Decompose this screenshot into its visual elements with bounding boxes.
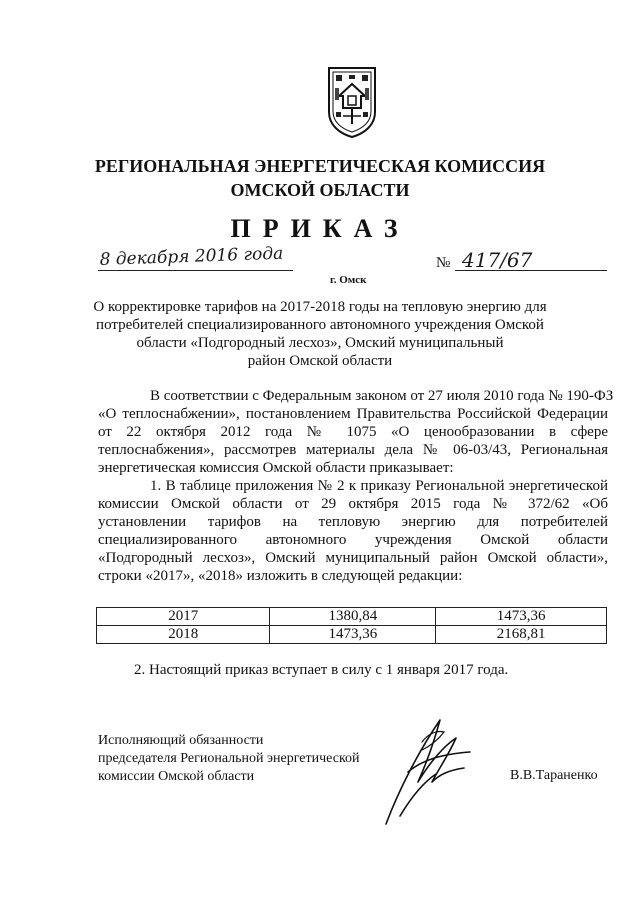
signer-title-line: Исполняющий обязанности xyxy=(98,733,264,748)
item-1-line: «Подгородный лесхоз», Омский муниципальный район Омской области», xyxy=(98,550,608,566)
item-2-paragraph: 2. Настоящий приказ вступает в силу с 1 января 2017 года. xyxy=(134,662,509,678)
table-cell-tariff: 1473,36 xyxy=(270,626,436,644)
order-subject xyxy=(0,298,640,370)
table-cell-tariff: 1380,84 xyxy=(270,608,436,626)
preamble-line: энергетическая комиссия Омской области приказывает: xyxy=(98,460,454,476)
subject-line: район Омской области xyxy=(247,353,393,369)
subject-line: области «Подгородный лесхоз», Омский муниципальный xyxy=(136,335,504,351)
handwritten-number: 417/67 xyxy=(462,248,533,272)
subject-line: потребителей специализированного автономного учреждения Омской xyxy=(96,317,544,333)
table-cell-tariff: 2168,81 xyxy=(436,626,607,644)
signer-title-line: председателя Региональной энергетической xyxy=(98,751,360,766)
organization-name-line2: ОМСКОЙ ОБЛАСТИ xyxy=(230,180,410,200)
handwritten-date: 8 декабря 2016 года xyxy=(99,243,284,270)
preamble-paragraph xyxy=(98,387,614,477)
table-cell-tariff: 1473,36 xyxy=(436,608,607,626)
number-label: № xyxy=(436,255,451,271)
preamble-line: от 22 октября 2012 года № 1075 «О ценообразовании в сфере xyxy=(98,424,608,440)
item-1-line: строки «2017», «2018» изложить в следующей редакции: xyxy=(98,568,463,584)
document-type-title: ПРИКАЗ xyxy=(230,214,410,243)
organization-name-line1: РЕГИОНАЛЬНАЯ ЭНЕРГЕТИЧЕСКАЯ КОМИССИЯ xyxy=(94,156,546,176)
item-1-paragraph xyxy=(98,477,608,585)
table-cell-year: 2017 xyxy=(97,608,270,626)
item-1-line: специализированного автономного учреждения Омской области xyxy=(98,532,608,548)
table-row xyxy=(97,626,607,644)
signer-title xyxy=(98,732,360,786)
item-1-line: комиссии Омской области от 29 октября 2015 года № 372/62 «Об xyxy=(98,496,608,512)
item-1-line: 1. В таблице приложения № 2 к приказу Региональной энергетической xyxy=(150,478,608,494)
coat-of-arms-emblem xyxy=(327,66,377,138)
preamble-line: «О теплоснабжении», постановлением Правительства Российской Федерации xyxy=(98,406,608,422)
tariff-table xyxy=(96,607,607,644)
item-1-line: установлении тарифов на тепловую энергию для потребителей xyxy=(98,514,608,530)
table-cell-year: 2018 xyxy=(97,626,270,644)
preamble-line: В соответствии с Федеральным законом от 27 июля 2010 года № 190-ФЗ xyxy=(150,388,614,404)
subject-line: О корректировке тарифов на 2017-2018 годы на тепловую энергию для xyxy=(93,299,547,315)
preamble-line: теплоснабжения», рассмотрев материалы дела № 06-03/43, Региональная xyxy=(98,442,608,458)
signer-name: В.В.Тараненко xyxy=(510,768,598,783)
table-row xyxy=(97,608,607,626)
handwritten-signature xyxy=(378,712,478,832)
signer-title-line: комиссии Омской области xyxy=(98,769,255,784)
city-label: г. Омск xyxy=(330,274,367,286)
date-underline xyxy=(98,270,293,271)
